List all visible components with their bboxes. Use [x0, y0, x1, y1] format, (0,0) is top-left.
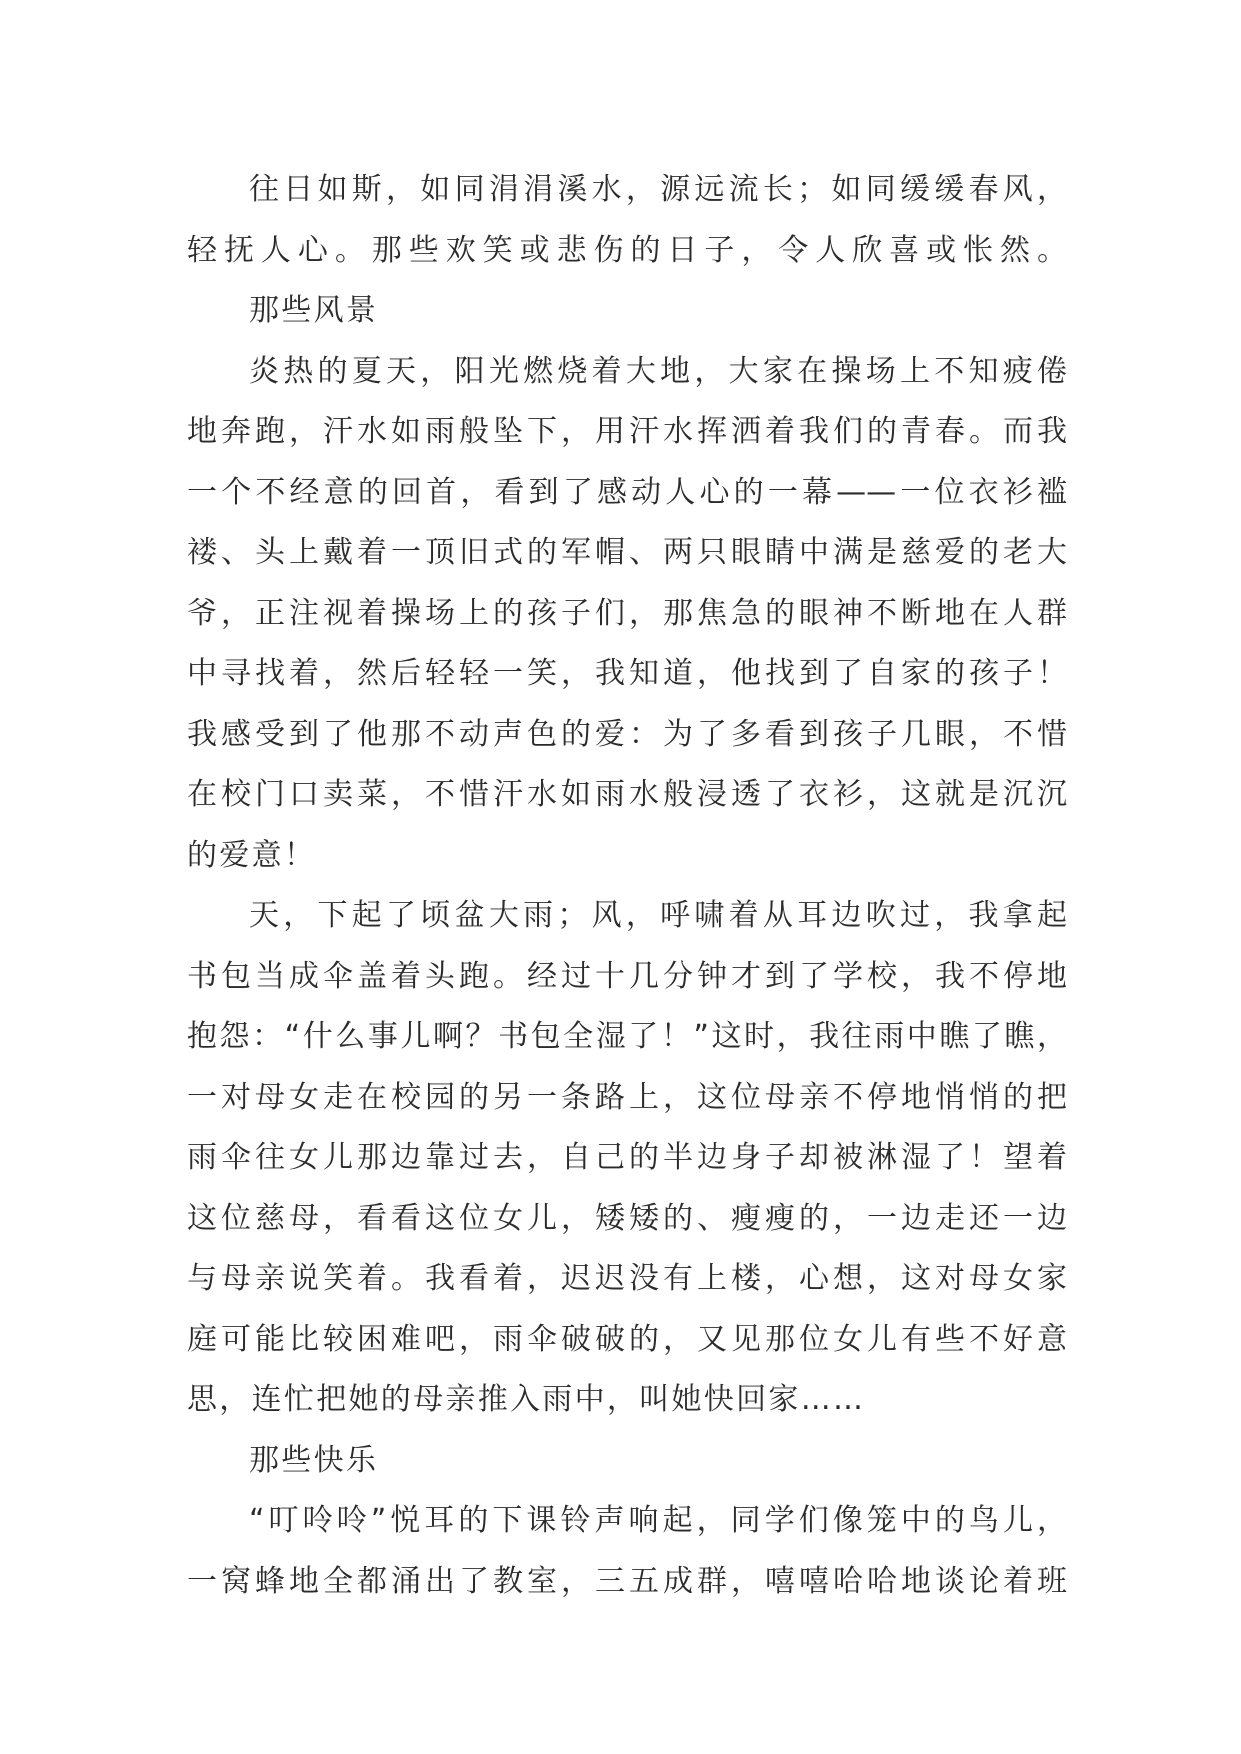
text-line: 一对母女走在校园的另一条路上，这位母亲不停地悄悄的把 [187, 1079, 1067, 1115]
text-line: 天，下起了顷盆大雨；风，呼啸着从耳边吹过，我拿起 [249, 898, 1067, 933]
text-line: 一窝蜂地全都涌出了教室，三五成群，嘻嘻哈哈地谈论着班 [187, 1563, 1067, 1599]
text-line: 的爱意！ [187, 837, 317, 873]
text-line: 庭可能比较困难吧，雨伞破破的，又见那位女儿有些不好意 [187, 1321, 1067, 1357]
text-line: 褛、头上戴着一顶旧式的军帽、两只眼睛中满是慈爱的老大 [187, 535, 1067, 570]
text-line: “叮呤呤”悦耳的下课铃声响起，同学们像笼中的鸟儿， [249, 1503, 1067, 1538]
text-line: 往日如斯，如同涓涓溪水，源远流长；如同缓缓春风， [249, 172, 1067, 207]
text-line: 轻抚人心。那些欢笑或悲伤的日子，令人欣喜或怅然。 [187, 232, 1067, 268]
text-line: 炎热的夏天，阳光燃烧着大地，大家在操场上不知疲倦 [249, 353, 1067, 389]
text-line: 抱怨：“什么事儿啊？书包全湿了！”这时，我往雨中瞧了瞧， [187, 1019, 1067, 1054]
essay-text [187, 160, 1067, 1612]
text-line: 这位慈母，看看这位女儿，矮矮的、瘦瘦的，一边走还一边 [187, 1200, 1067, 1236]
text-line: 在校门口卖菜，不惜汗水如雨水般浸透了衣衫，这就是沉沉 [187, 777, 1067, 812]
text-line: 中寻找着，然后轻轻一笑，我知道，他找到了自家的孩子！ [187, 656, 1067, 691]
section-heading: 那些风景 [249, 293, 379, 328]
text-line: 与母亲说笑着。我看着，迟迟没有上楼，心想，这对母女家 [187, 1261, 1067, 1296]
text-line: 思，连忙把她的母亲推入雨中，叫她快回家…… [187, 1382, 866, 1417]
text-line: 雨伞往女儿那边靠过去，自己的半边身子却被淋湿了！望着 [187, 1140, 1067, 1175]
section-heading: 那些快乐 [249, 1442, 379, 1478]
text-line: 一个不经意的回首，看到了感动人心的一幕——一位衣衫褴 [187, 474, 1067, 510]
text-line: 书包当成伞盖着头跑。经过十几分钟才到了学校，我不停地 [187, 958, 1067, 994]
text-line: 爷，正注视着操场上的孩子们，那焦急的眼神不断地在人群 [187, 595, 1067, 631]
text-line: 地奔跑，汗水如雨般坠下，用汗水挥洒着我们的青春。而我 [187, 414, 1067, 449]
text-line: 我感受到了他那不动声色的爱：为了多看到孩子几眼，不惜 [187, 716, 1067, 752]
